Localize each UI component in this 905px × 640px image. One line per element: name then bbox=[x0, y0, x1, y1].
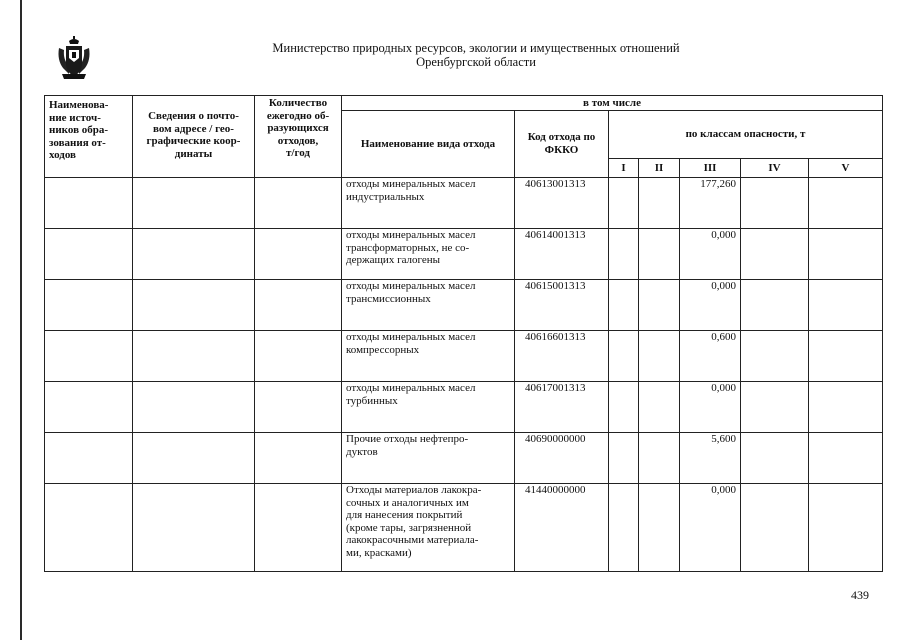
ministry-title: Министерство природных ресурсов, экологии и имущественных отношений bbox=[272, 41, 680, 55]
quantity-cell bbox=[255, 382, 342, 433]
waste-name: Отходы материалов лакокра- сочных и аналогичных им для нанесения покрытий (кроме тары, загрязненной лакокрасочными материала- ми, красками) bbox=[346, 484, 482, 559]
class-3-value: 177,260 bbox=[700, 178, 736, 190]
class-3-value: 0,600 bbox=[711, 331, 736, 343]
source-cell bbox=[45, 331, 133, 382]
waste-name-cell bbox=[342, 382, 515, 433]
header-class-2: II bbox=[639, 159, 680, 178]
address-cell bbox=[133, 229, 255, 280]
quantity-cell bbox=[255, 178, 342, 229]
ministry-header bbox=[200, 41, 752, 69]
page-number: 439 bbox=[851, 588, 869, 602]
address-cell bbox=[133, 331, 255, 382]
table-row bbox=[45, 382, 883, 433]
class-4-cell bbox=[741, 484, 809, 572]
class-2-cell bbox=[639, 331, 680, 382]
source-cell bbox=[45, 382, 133, 433]
quantity-cell bbox=[255, 229, 342, 280]
fkko-code: 40614001313 bbox=[525, 229, 586, 241]
class-2-cell bbox=[639, 280, 680, 331]
class-5-cell bbox=[809, 331, 883, 382]
waste-name: отходы минеральных масел турбинных bbox=[346, 382, 476, 407]
class-3-cell bbox=[680, 331, 741, 382]
waste-name: отходы минеральных масел компрессорных bbox=[346, 331, 476, 356]
class-3-value: 0,000 bbox=[711, 484, 736, 496]
class-1-cell bbox=[609, 280, 639, 331]
fkko-code-cell bbox=[515, 433, 609, 484]
header-class-1: I bbox=[609, 159, 639, 178]
class-3-value: 0,000 bbox=[711, 280, 736, 292]
waste-name-cell bbox=[342, 178, 515, 229]
header-fkko-code: Код отхода по ФККО bbox=[515, 111, 609, 178]
fkko-code: 40613001313 bbox=[525, 178, 586, 190]
header-source-name: Наименова- ние источ- ников обра- зования от- ходов bbox=[45, 96, 133, 178]
fkko-code: 40615001313 bbox=[525, 280, 586, 292]
table-row bbox=[45, 229, 883, 280]
class-3-value: 0,000 bbox=[711, 229, 736, 241]
source-cell bbox=[45, 484, 133, 572]
class-1-cell bbox=[609, 484, 639, 572]
coat-of-arms-icon bbox=[57, 36, 91, 80]
source-cell bbox=[45, 433, 133, 484]
header-including: в том числе bbox=[342, 96, 883, 111]
class-4-cell bbox=[741, 229, 809, 280]
address-cell bbox=[133, 433, 255, 484]
class-1-cell bbox=[609, 433, 639, 484]
waste-name: Прочие отходы нефтепро- дуктов bbox=[346, 433, 469, 458]
class-3-cell bbox=[680, 280, 741, 331]
class-4-cell bbox=[741, 178, 809, 229]
class-2-cell bbox=[639, 229, 680, 280]
waste-name: отходы минеральных масел трансформаторных, не со- держащих галогены bbox=[346, 229, 476, 267]
address-cell bbox=[133, 484, 255, 572]
waste-name-cell bbox=[342, 280, 515, 331]
table-row bbox=[45, 484, 883, 572]
class-5-cell bbox=[809, 280, 883, 331]
quantity-cell bbox=[255, 484, 342, 572]
fkko-code-cell bbox=[515, 229, 609, 280]
header-hazard-classes: по классам опасности, т bbox=[609, 111, 883, 159]
address-cell bbox=[133, 280, 255, 331]
quantity-cell bbox=[255, 280, 342, 331]
source-cell bbox=[45, 229, 133, 280]
class-5-cell bbox=[809, 484, 883, 572]
waste-name-cell bbox=[342, 433, 515, 484]
fkko-code-cell bbox=[515, 178, 609, 229]
class-1-cell bbox=[609, 382, 639, 433]
waste-name: отходы минеральных масел трансмиссионных bbox=[346, 280, 476, 305]
class-2-cell bbox=[639, 433, 680, 484]
fkko-code-cell bbox=[515, 484, 609, 572]
header-waste-type: Наименование вида отхода bbox=[342, 111, 515, 178]
class-3-cell bbox=[680, 484, 741, 572]
class-5-cell bbox=[809, 433, 883, 484]
header-quantity: Количество ежегодно об- разующихся отходов, т/год bbox=[255, 96, 342, 178]
class-2-cell bbox=[639, 178, 680, 229]
waste-name-cell bbox=[342, 331, 515, 382]
fkko-code-cell bbox=[515, 382, 609, 433]
class-1-cell bbox=[609, 178, 639, 229]
fkko-code: 40617001313 bbox=[525, 382, 586, 394]
quantity-cell bbox=[255, 331, 342, 382]
fkko-code-cell bbox=[515, 280, 609, 331]
class-3-cell bbox=[680, 382, 741, 433]
table-row bbox=[45, 433, 883, 484]
fkko-code-cell bbox=[515, 331, 609, 382]
class-4-cell bbox=[741, 433, 809, 484]
class-5-cell bbox=[809, 382, 883, 433]
class-4-cell bbox=[741, 280, 809, 331]
table-row bbox=[45, 331, 883, 382]
address-cell bbox=[133, 178, 255, 229]
header-class-5: V bbox=[809, 159, 883, 178]
class-3-cell bbox=[680, 229, 741, 280]
class-5-cell bbox=[809, 178, 883, 229]
region-title: Оренбургской области bbox=[416, 55, 536, 69]
class-4-cell bbox=[741, 382, 809, 433]
binding-edge-line bbox=[20, 0, 22, 640]
table-row bbox=[45, 178, 883, 229]
fkko-code: 41440000000 bbox=[525, 484, 586, 496]
waste-name-cell bbox=[342, 229, 515, 280]
class-3-value: 0,000 bbox=[711, 382, 736, 394]
class-4-cell bbox=[741, 331, 809, 382]
quantity-cell bbox=[255, 433, 342, 484]
class-1-cell bbox=[609, 229, 639, 280]
waste-table bbox=[44, 95, 883, 572]
fkko-code: 40690000000 bbox=[525, 433, 586, 445]
address-cell bbox=[133, 382, 255, 433]
class-1-cell bbox=[609, 331, 639, 382]
fkko-code: 40616601313 bbox=[525, 331, 586, 343]
source-cell bbox=[45, 280, 133, 331]
source-cell bbox=[45, 178, 133, 229]
waste-name-cell bbox=[342, 484, 515, 572]
header-address: Сведения о почто- вом адресе / гео- графические коор- динаты bbox=[133, 96, 255, 178]
table-row bbox=[45, 280, 883, 331]
class-2-cell bbox=[639, 382, 680, 433]
class-3-cell bbox=[680, 178, 741, 229]
class-3-cell bbox=[680, 433, 741, 484]
class-2-cell bbox=[639, 484, 680, 572]
waste-name: отходы минеральных масел индустриальных bbox=[346, 178, 476, 203]
header-class-3: III bbox=[680, 159, 741, 178]
header-class-4: IV bbox=[741, 159, 809, 178]
class-5-cell bbox=[809, 229, 883, 280]
class-3-value: 5,600 bbox=[711, 433, 736, 445]
